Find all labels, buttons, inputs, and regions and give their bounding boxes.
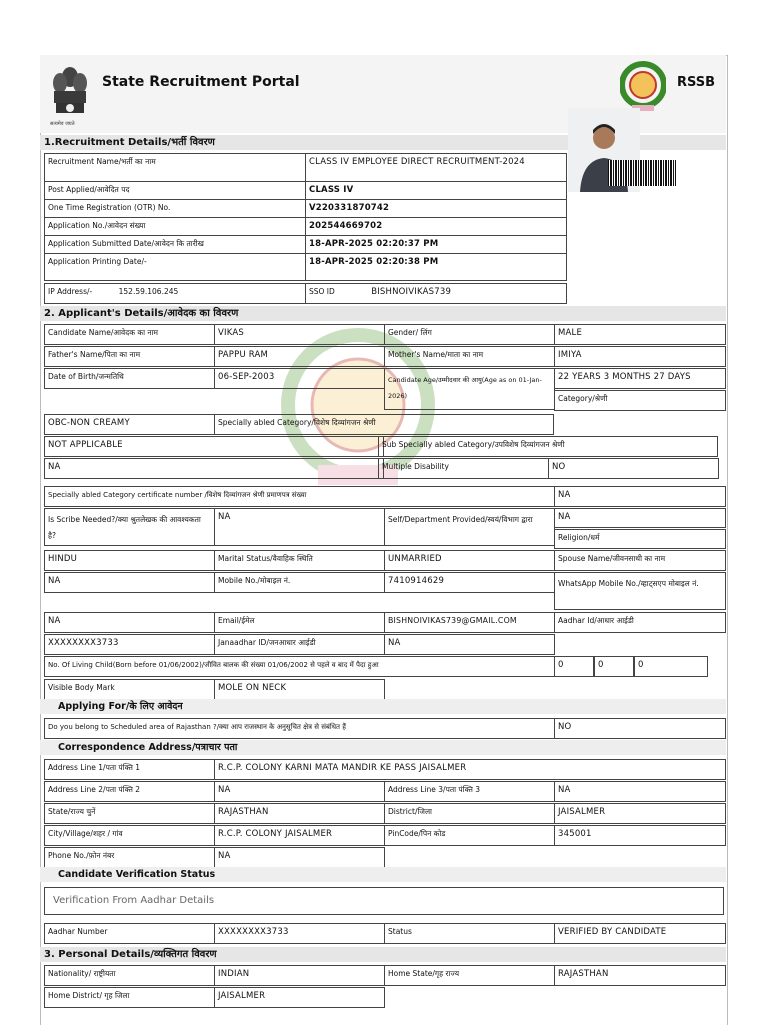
verif-status-label: Status: [384, 923, 555, 944]
gender-label: Gender/ लिंग: [384, 324, 555, 345]
submitted-date-label: Application Submitted Date/आवेदन कि तारीख: [44, 235, 306, 254]
sso-label: SSO ID: [309, 287, 335, 296]
phone-label: Phone No./फ़ोन नंबर: [44, 847, 215, 868]
janaadhar-label: Janaadhar ID/जनआधार आईडी: [214, 634, 385, 655]
correspondence-title: Correspondence Address/पत्राचार पता: [40, 740, 726, 755]
pincode-label: PinCode/पिन कोड: [384, 825, 555, 846]
multiple-disability-value: NO: [548, 458, 719, 479]
aadhar-value: XXXXXXXX3733: [44, 634, 215, 655]
portal-title: State Recruitment Portal: [102, 74, 300, 90]
ip-address-label: IP Address/-: [48, 287, 93, 296]
spouse-label: Spouse Name/जीवनसाथी का नाम: [554, 550, 726, 571]
whatsapp-label: WhatsApp Mobile No./व्हाट्सएप मोबाइल नं.: [554, 572, 726, 610]
post-applied-label: Post Applied/आवेदित पद: [44, 181, 306, 200]
marital-label: Marital Status/वैवाहिक स्थिति: [214, 550, 385, 571]
phone-value: NA: [214, 847, 385, 868]
printing-date-value: 18-APR-2025 02:20:38 PM: [305, 253, 567, 281]
body-mark-label: Visible Body Mark: [44, 679, 215, 700]
scribe-label: Is Scribe Needed?/क्या श्रुतलेखक की आवश्यकता है?: [44, 508, 215, 546]
category-label: Category/श्रेणी: [554, 390, 726, 411]
home-state-label: Home State/गृह राज्य: [384, 965, 555, 986]
home-district-label: Home District/ गृह जिला: [44, 987, 215, 1008]
ip-address-row: [44, 283, 306, 304]
aadhar-label: Aadhar Id/आधार आईडी: [554, 612, 726, 633]
multiple-disability-label: Multiple Disability: [378, 458, 549, 479]
mobile-value: 7410914629: [384, 572, 555, 593]
self-dept-label: Self/Department Provided/स्वयं/विभाग द्वारा: [384, 508, 555, 546]
address-line2-label: Address Line 2/पता पंक्ति 2: [44, 781, 215, 802]
emblem-caption: सत्यमेव जयते: [50, 121, 75, 127]
nationality-value: INDIAN: [214, 965, 385, 986]
gender-value: MALE: [554, 324, 726, 345]
marital-value: UNMARRIED: [384, 550, 555, 571]
verif-aadhar-value: XXXXXXXX3733: [214, 923, 385, 944]
age-label: Candidate Age/उम्मीदवार की आयु(Age as on 01-Jan-2026): [384, 368, 555, 410]
self-dept-value: NA: [554, 508, 726, 528]
recruitment-name-label: Recruitment Name/भर्ती का नाम: [44, 153, 306, 182]
application-no-label: Application No./आवेदन संख्या: [44, 217, 306, 236]
barcode: [608, 160, 676, 186]
spouse-value: NA: [44, 572, 215, 593]
otr-label: One Time Registration (OTR) No.: [44, 199, 306, 218]
religion-label: Religion/धर्म: [554, 529, 726, 549]
address-line1-value: R.C.P. COLONY KARNI MATA MANDIR KE PASS JAISALMER: [214, 759, 726, 780]
dob-label: Date of Birth/जन्मतिथि: [44, 368, 215, 389]
sub-sa-label: Sub Specially abled Category/उपविशेष दिव्यांगजन श्रेणी: [378, 436, 718, 457]
body-mark-value: MOLE ON NECK: [214, 679, 385, 700]
dob-value: 06-SEP-2003: [214, 368, 385, 389]
email-value: BISHNOIVIKAS739@GMAIL.COM: [384, 612, 555, 633]
children-count-3: 0: [634, 656, 708, 677]
submitted-date-value: 18-APR-2025 02:20:37 PM: [305, 235, 567, 254]
post-applied-value: CLASS IV: [305, 181, 567, 200]
whatsapp-value: NA: [44, 612, 215, 633]
national-emblem-icon: [48, 59, 92, 125]
religion-value: HINDU: [44, 550, 215, 571]
section-recruitment-title: 1.Recruitment Details/भर्ती विवरण: [40, 135, 726, 150]
application-no-value: 202544669702: [305, 217, 567, 236]
home-state-value: RAJASTHAN: [554, 965, 726, 986]
org-name: RSSB: [677, 75, 716, 90]
district-value: JAISALMER: [554, 803, 726, 824]
email-label: Email/ईमेल: [214, 612, 385, 633]
mother-name-value: IMIYA: [554, 346, 726, 367]
sa-category-label: Specially abled Category/विशेष दिव्यांगजन श्रेणी: [214, 414, 554, 435]
verif-status-value: VERIFIED BY CANDIDATE: [554, 923, 726, 944]
sso-row: [305, 283, 567, 304]
rssb-logo-icon: [620, 59, 666, 115]
section-applicant-title: 2. Applicant's Details/आवेदक का विवरण: [40, 306, 726, 321]
living-children-label: No. Of Living Child(Born before 01/06/2002)/जीवित बालक की संख्या 01/06/2002 से पहले व बाद में पैदा हुआ: [44, 656, 555, 677]
janaadhar-value: NA: [384, 634, 555, 655]
sa-category-value: NOT APPLICABLE: [44, 436, 384, 457]
address-line3-label: Address Line 3/पता पंक्ति 3: [384, 781, 555, 802]
scheduled-area-value: NO: [554, 718, 726, 739]
candidate-name-label: Candidate Name/आवेदक का नाम: [44, 324, 215, 345]
address-line3-value: NA: [554, 781, 726, 802]
address-line2-value: NA: [214, 781, 385, 802]
father-name-label: Father's Name/पिता का नाम: [44, 346, 215, 367]
scheduled-area-label: Do you belong to Scheduled area of Rajasthan ?/क्या आप राजस्थान के अनुसूचित क्षेत्र से संबंधित हैं: [44, 718, 555, 739]
nationality-label: Nationality/ राष्ट्रीयता: [44, 965, 215, 986]
address-line1-label: Address Line 1/पता पंक्ति 1: [44, 759, 215, 780]
sa-certificate-label: Specially abled Category certificate number /विशेष दिव्यांगजन श्रेणी प्रमाणपत्र संख्या: [44, 486, 555, 507]
district-label: District/जिला: [384, 803, 555, 824]
father-name-value: PAPPU RAM: [214, 346, 385, 367]
verification-title: Candidate Verification Status: [40, 867, 726, 882]
children-count-1: 0: [554, 656, 594, 677]
scribe-value: NA: [214, 508, 385, 546]
otr-value: V220331870742: [305, 199, 567, 218]
category-value: OBC-NON CREAMY: [44, 414, 215, 435]
age-value: 22 YEARS 3 MONTHS 27 DAYS: [554, 368, 726, 389]
recruitment-name-value: CLASS IV EMPLOYEE DIRECT RECRUITMENT-2024: [305, 153, 567, 182]
sa-certificate-value: NA: [554, 486, 726, 507]
state-label: State/राज्य चुनें: [44, 803, 215, 824]
sub-sa-value: NA: [44, 458, 384, 479]
sso-value: BISHNOIVIKAS739: [371, 287, 452, 297]
ip-address-value: 152.59.106.245: [118, 287, 179, 296]
printing-date-label: Application Printing Date/-: [44, 253, 306, 281]
home-district-value: JAISALMER: [214, 987, 385, 1008]
verification-subtitle: Verification From Aadhar Details: [44, 887, 724, 915]
mobile-label: Mobile No./मोबाइल नं.: [214, 572, 385, 593]
city-value: R.C.P. COLONY JAISALMER: [214, 825, 385, 846]
section-personal-title: 3. Personal Details/व्यक्तिगत विवरण: [40, 947, 726, 962]
pincode-value: 345001: [554, 825, 726, 846]
state-value: RAJASTHAN: [214, 803, 385, 824]
children-count-2: 0: [594, 656, 634, 677]
verif-aadhar-label: Aadhar Number: [44, 923, 215, 944]
candidate-name-value: VIKAS: [214, 324, 385, 345]
applying-for-title: Applying For/के लिए आवेदन: [40, 699, 726, 714]
mother-name-label: Mother's Name/माता का नाम: [384, 346, 555, 367]
city-label: City/Village/शहर / गांव: [44, 825, 215, 846]
